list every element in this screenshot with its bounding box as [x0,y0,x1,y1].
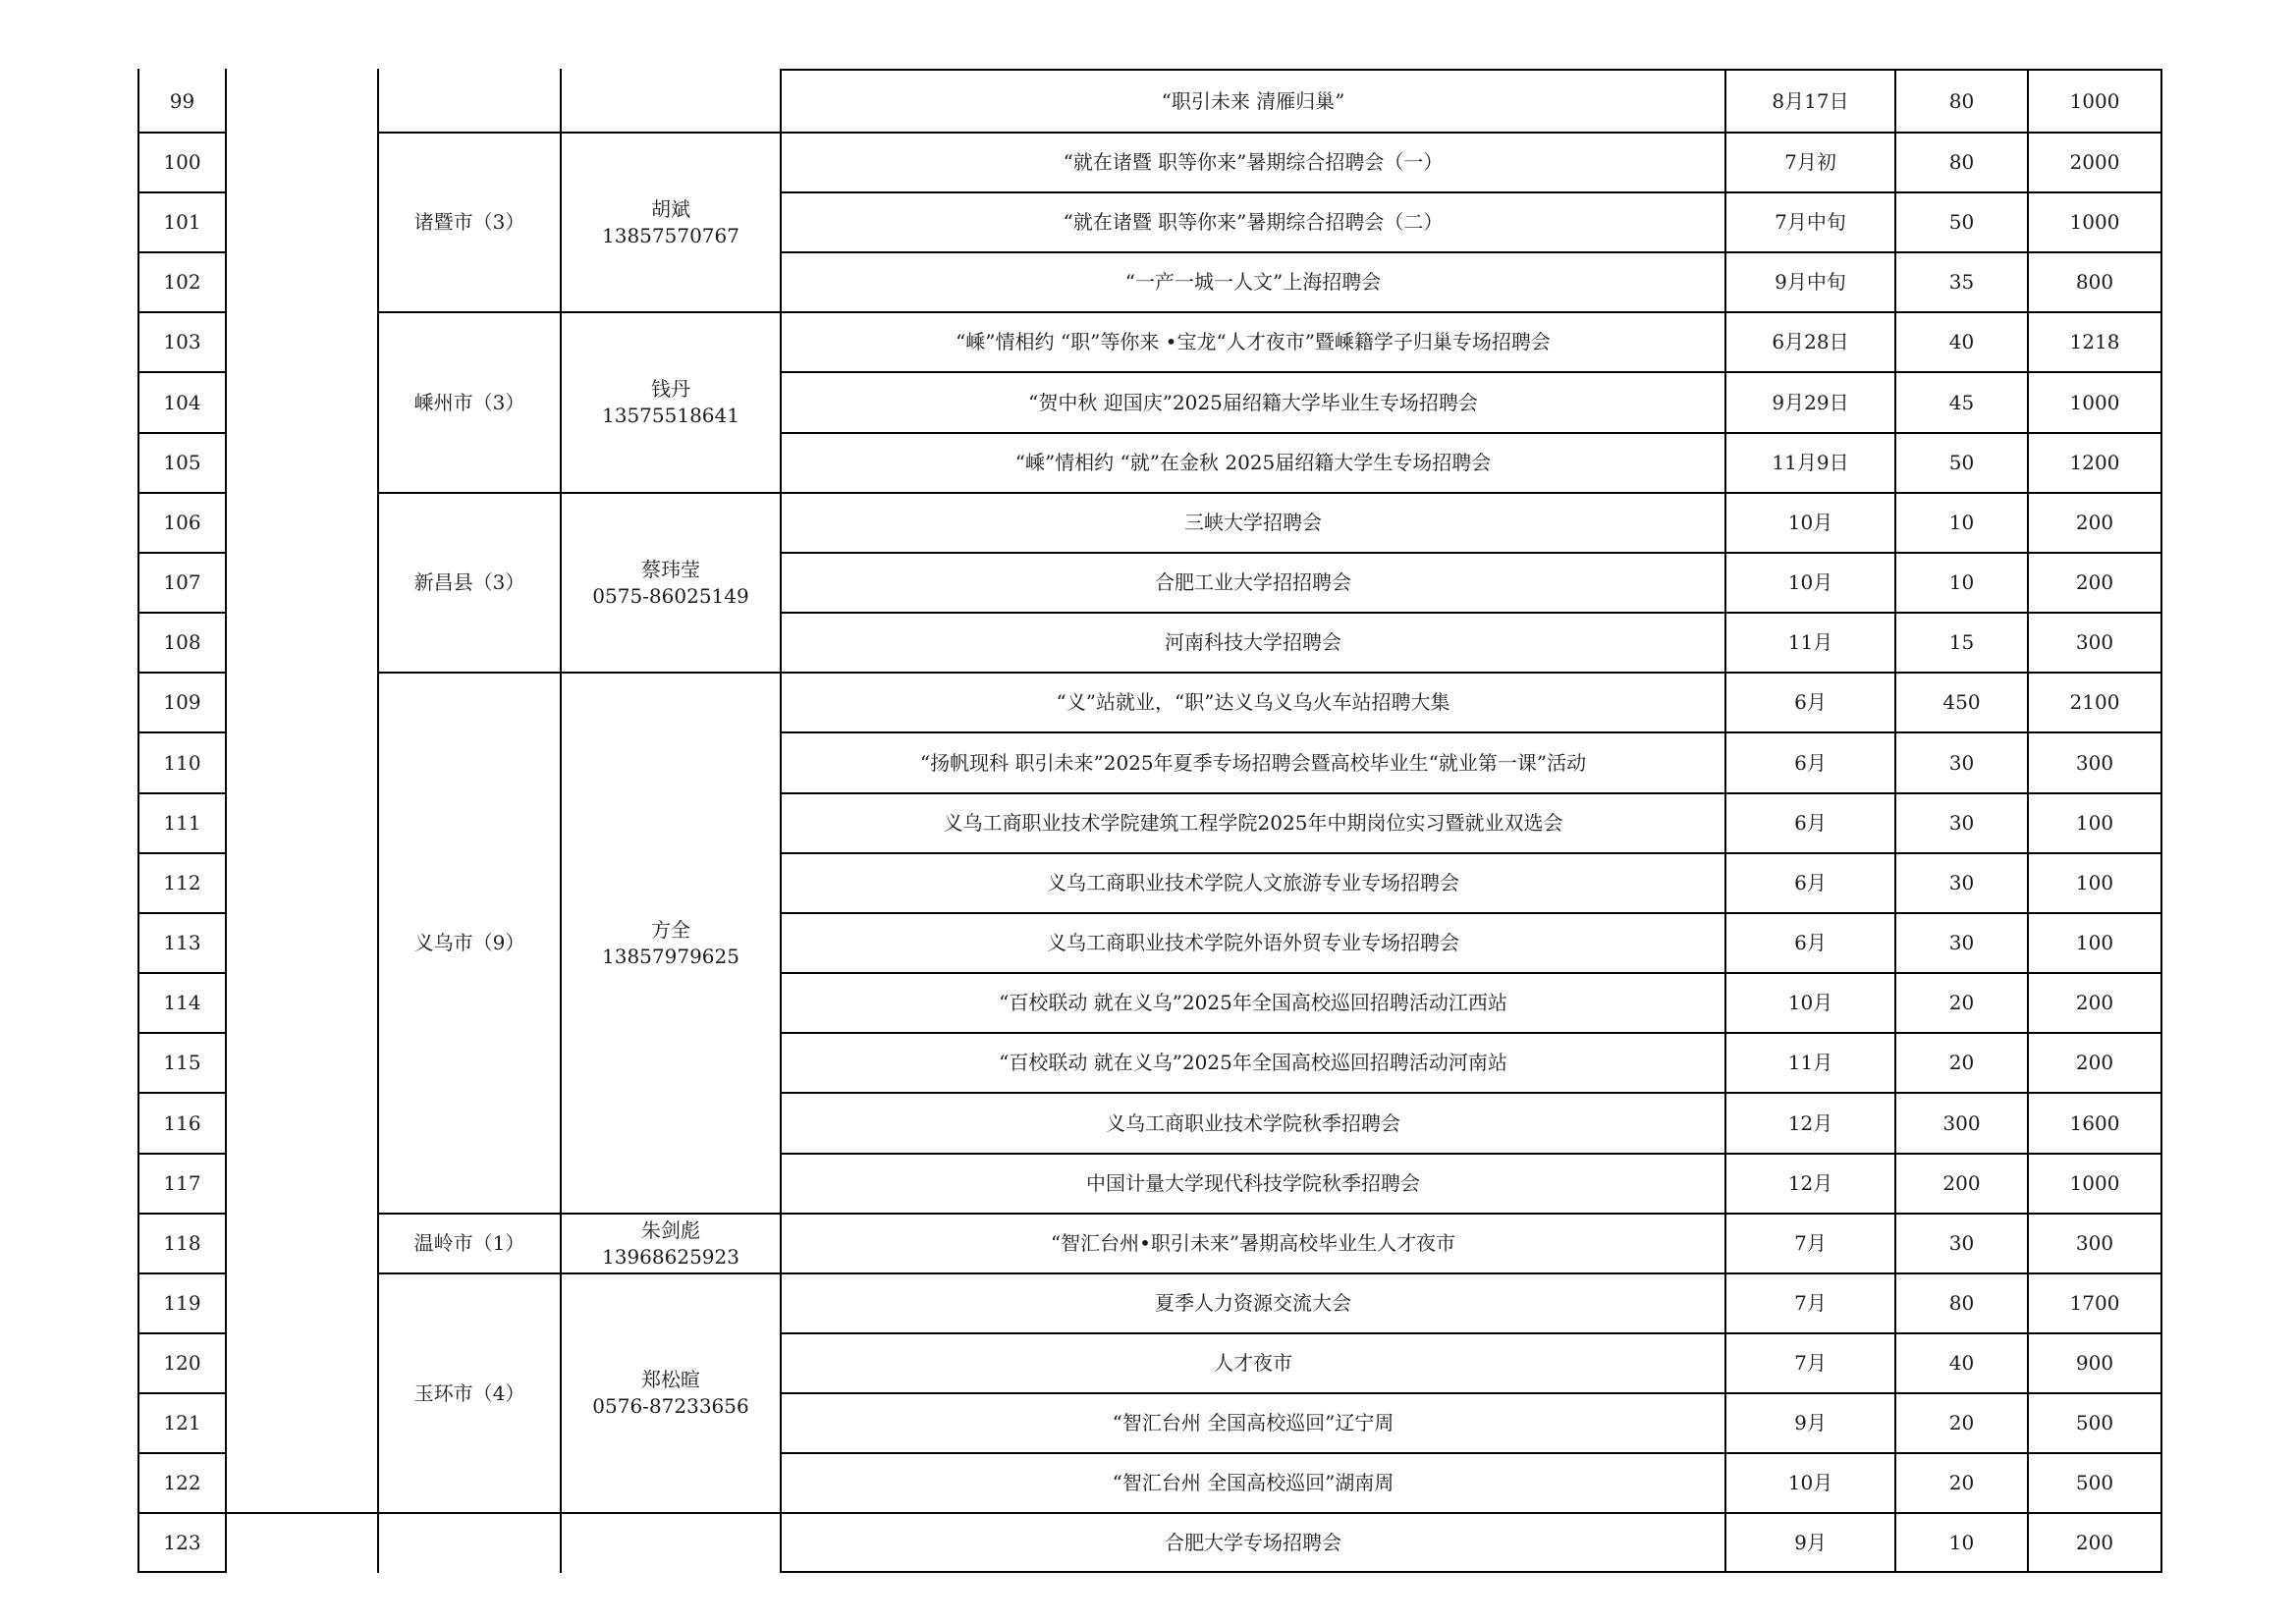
job-count: 2000 [2069,150,2120,174]
job-count: 2100 [2069,690,2120,714]
job-count: 500 [2075,1471,2114,1494]
contact-phone: 13968625923 [602,1244,739,1269]
contact-name: 蔡玮莹 [641,557,700,581]
unit-count: 30 [1948,750,1975,775]
unit-count: 30 [1948,811,1975,835]
contact-cell [562,1215,780,1272]
job-count: 1000 [2069,390,2120,414]
county-name: 嵊州市（3） [413,390,525,414]
col-divider [225,69,227,1573]
job-count: 800 [2075,270,2114,294]
fair-name: “智汇台州•职引未来”暑期高校毕业生人才夜市 [1050,1231,1456,1255]
fair-time: 12月 [1787,1171,1833,1195]
row-number: 119 [163,1291,201,1315]
unit-count: 10 [1948,1530,1975,1554]
contact-cell [562,674,780,1213]
job-count: 500 [2075,1411,2114,1434]
contact-cell [562,494,780,672]
contact-phone: 13575518641 [602,404,739,427]
fair-time: 10月 [1787,991,1833,1014]
contact-cell [562,1274,780,1512]
row-number: 107 [163,570,201,594]
fair-name: 夏季人力资源交流大会 [1155,1291,1351,1315]
contact-phone: 13857979625 [602,944,739,968]
contact-name: 方全 [651,917,690,942]
job-count: 1700 [2069,1291,2120,1315]
county-name: 玉环市（4） [413,1380,525,1405]
fair-name: 人才夜市 [1214,1351,1292,1375]
fair-name: 中国计量大学现代科技学院秋季招聘会 [1086,1171,1420,1195]
unit-count: 10 [1948,570,1975,594]
fair-time: 10月 [1787,511,1833,534]
unit-count: 20 [1948,1471,1975,1494]
row-number: 123 [163,1530,201,1554]
job-count: 200 [2075,1530,2114,1554]
contact-cell [562,134,780,311]
county-name: 诸暨市（3） [413,210,525,234]
row-number: 102 [163,270,201,294]
fair-name: 合肥工业大学招招聘会 [1155,570,1351,594]
job-count: 100 [2075,931,2114,954]
unit-count: 10 [1948,511,1975,534]
contact-name: 朱剑彪 [641,1217,700,1242]
unit-count: 300 [1942,1110,1981,1135]
fair-time: 6月 [1794,811,1827,835]
table-border-bottom [782,1571,2161,1573]
row-number: 116 [163,1110,201,1135]
row-number: 111 [163,811,201,835]
unit-count: 20 [1948,1051,1975,1074]
county-name: 新昌县（3） [413,570,525,594]
job-count: 1000 [2069,88,2120,113]
unit-count: 35 [1948,270,1975,294]
county-name: 温岭市（1） [413,1231,525,1255]
fair-time: 7月 [1794,1231,1827,1255]
fair-name: 合肥大学专场招聘会 [1165,1530,1341,1554]
fair-name: “百校联动 就在义乌”2025年全国高校巡回招聘活动河南站 [999,1051,1507,1074]
fair-time: 6月28日 [1772,330,1849,353]
row-number: 106 [163,511,201,534]
county-cell [379,494,560,672]
fair-time: 7月 [1794,1351,1827,1375]
fair-name: “义”站就业，“职”达义乌义乌火车站招聘大集 [1056,690,1450,714]
unit-count: 30 [1948,871,1975,894]
fair-time: 7月初 [1784,150,1836,174]
fair-name: “智汇台州 全国高校巡回”湖南周 [1112,1471,1394,1494]
job-count: 1000 [2069,1171,2120,1195]
fair-time: 11月9日 [1772,451,1849,474]
job-count: 100 [2075,811,2114,835]
fair-time: 10月 [1787,570,1833,594]
fair-time: 11月 [1787,1051,1833,1074]
fair-name: 义乌工商职业技术学院秋季招聘会 [1106,1110,1400,1135]
fair-name: “智汇台州 全国高校巡回”辽宁周 [1112,1411,1394,1434]
unit-count: 40 [1948,1351,1975,1375]
row-number: 101 [163,210,201,234]
fair-time: 6月 [1794,690,1827,714]
unit-count: 40 [1948,330,1975,353]
county-name: 义乌市（9） [413,931,525,954]
fair-time: 10月 [1787,1471,1833,1494]
fair-time: 9月 [1794,1411,1827,1434]
job-count: 200 [2075,511,2114,534]
county-cell [379,313,560,492]
job-count: 200 [2075,1051,2114,1074]
row-number: 113 [163,931,201,954]
job-count: 1600 [2069,1110,2120,1135]
fair-time: 9月29日 [1772,390,1849,414]
fair-name: “百校联动 就在义乌”2025年全国高校巡回招聘活动江西站 [999,991,1507,1014]
unit-count: 50 [1948,451,1975,474]
county-cell [379,134,560,311]
contact-phone: 0575-86025149 [592,583,749,608]
fair-time: 7月中旬 [1775,210,1846,234]
job-count: 300 [2075,1231,2114,1255]
fair-name: “嵊”情相约 “职”等你来 •宝龙“人才夜市”暨嵊籍学子归巢专场招聘会 [956,330,1551,353]
row-number: 121 [163,1411,201,1434]
fair-name: “就在诸暨 职等你来”暑期综合招聘会（二） [1063,210,1444,234]
unit-count: 50 [1948,210,1975,234]
contact-phone: 13857570767 [602,223,739,247]
fair-name: “贺中秋 迎国庆”2025届绍籍大学毕业生专场招聘会 [1028,390,1478,414]
fair-time: 6月 [1794,871,1827,894]
fair-time: 7月 [1794,1291,1827,1315]
unit-count: 80 [1948,150,1975,174]
job-count: 200 [2075,991,2114,1014]
row-number: 103 [163,330,201,353]
county-cell [379,1274,560,1512]
col-divider [2160,69,2162,1573]
contact-name: 郑松暄 [641,1368,700,1391]
row-number: 120 [163,1351,201,1375]
unit-count: 30 [1948,931,1975,954]
job-count: 1218 [2069,330,2120,353]
fair-time: 12月 [1787,1110,1833,1135]
job-count: 200 [2075,570,2114,594]
job-count: 900 [2075,1351,2114,1375]
contact-cell [562,313,780,492]
fair-time: 9月 [1794,1530,1827,1554]
fair-time: 9月中旬 [1775,270,1846,294]
job-count: 1000 [2069,210,2120,234]
row-number: 114 [163,991,201,1014]
contact-name: 钱丹 [651,377,690,401]
table-border-bottom [137,1571,227,1573]
unit-count: 200 [1942,1171,1981,1195]
row-number: 104 [163,390,201,414]
row-number: 117 [163,1171,201,1195]
fair-time: 11月 [1787,630,1833,654]
job-count: 300 [2075,630,2114,654]
unit-count: 15 [1948,630,1975,654]
unit-count: 20 [1948,991,1975,1014]
row-number: 100 [163,150,201,174]
county-cell [379,1215,560,1272]
fair-name: “嵊”情相约 “就”在金秋 2025届绍籍大学生专场招聘会 [1014,451,1492,474]
fair-name: “一产一城一人文”上海招聘会 [1124,270,1382,294]
county-cell [379,674,560,1213]
job-count: 100 [2075,871,2114,894]
row-number: 122 [163,1471,201,1494]
row-number: 105 [163,451,201,474]
unit-count: 30 [1948,1231,1975,1255]
fair-name: “扬帆现科 职引未来”2025年夏季专场招聘会暨高校毕业生“就业第一课”活动 [919,750,1587,775]
fair-name: 义乌工商职业技术学院外语外贸专业专场招聘会 [1047,931,1459,954]
unit-count: 20 [1948,1411,1975,1434]
unit-count: 450 [1942,690,1981,714]
fair-time: 6月 [1794,931,1827,954]
contact-phone: 0576-87233656 [592,1394,749,1418]
fair-name: “职引未来 清雁归巢” [1161,88,1345,113]
unit-count: 80 [1948,1291,1975,1315]
fair-name: 河南科技大学招聘会 [1165,630,1341,654]
row-number: 99 [169,88,195,113]
job-count: 300 [2075,750,2114,775]
row-number: 112 [163,871,201,894]
fair-name: 义乌工商职业技术学院建筑工程学院2025年中期岗位实习暨就业双选会 [943,811,1563,835]
row-number: 110 [163,750,201,775]
row-number: 118 [163,1231,201,1255]
row-number: 115 [163,1051,201,1074]
fair-name: 义乌工商职业技术学院人文旅游专业专场招聘会 [1047,871,1459,894]
fair-time: 8月17日 [1772,88,1849,113]
row-number: 109 [163,690,201,714]
job-count: 1200 [2069,451,2120,474]
fair-time: 6月 [1794,750,1827,775]
fair-name: 三峡大学招聘会 [1184,511,1322,534]
unit-count: 80 [1948,88,1975,113]
fair-name: “就在诸暨 职等你来”暑期综合招聘会（一） [1063,150,1444,174]
unit-count: 45 [1948,390,1975,414]
row-number: 108 [163,630,201,654]
contact-name: 胡斌 [651,196,690,221]
